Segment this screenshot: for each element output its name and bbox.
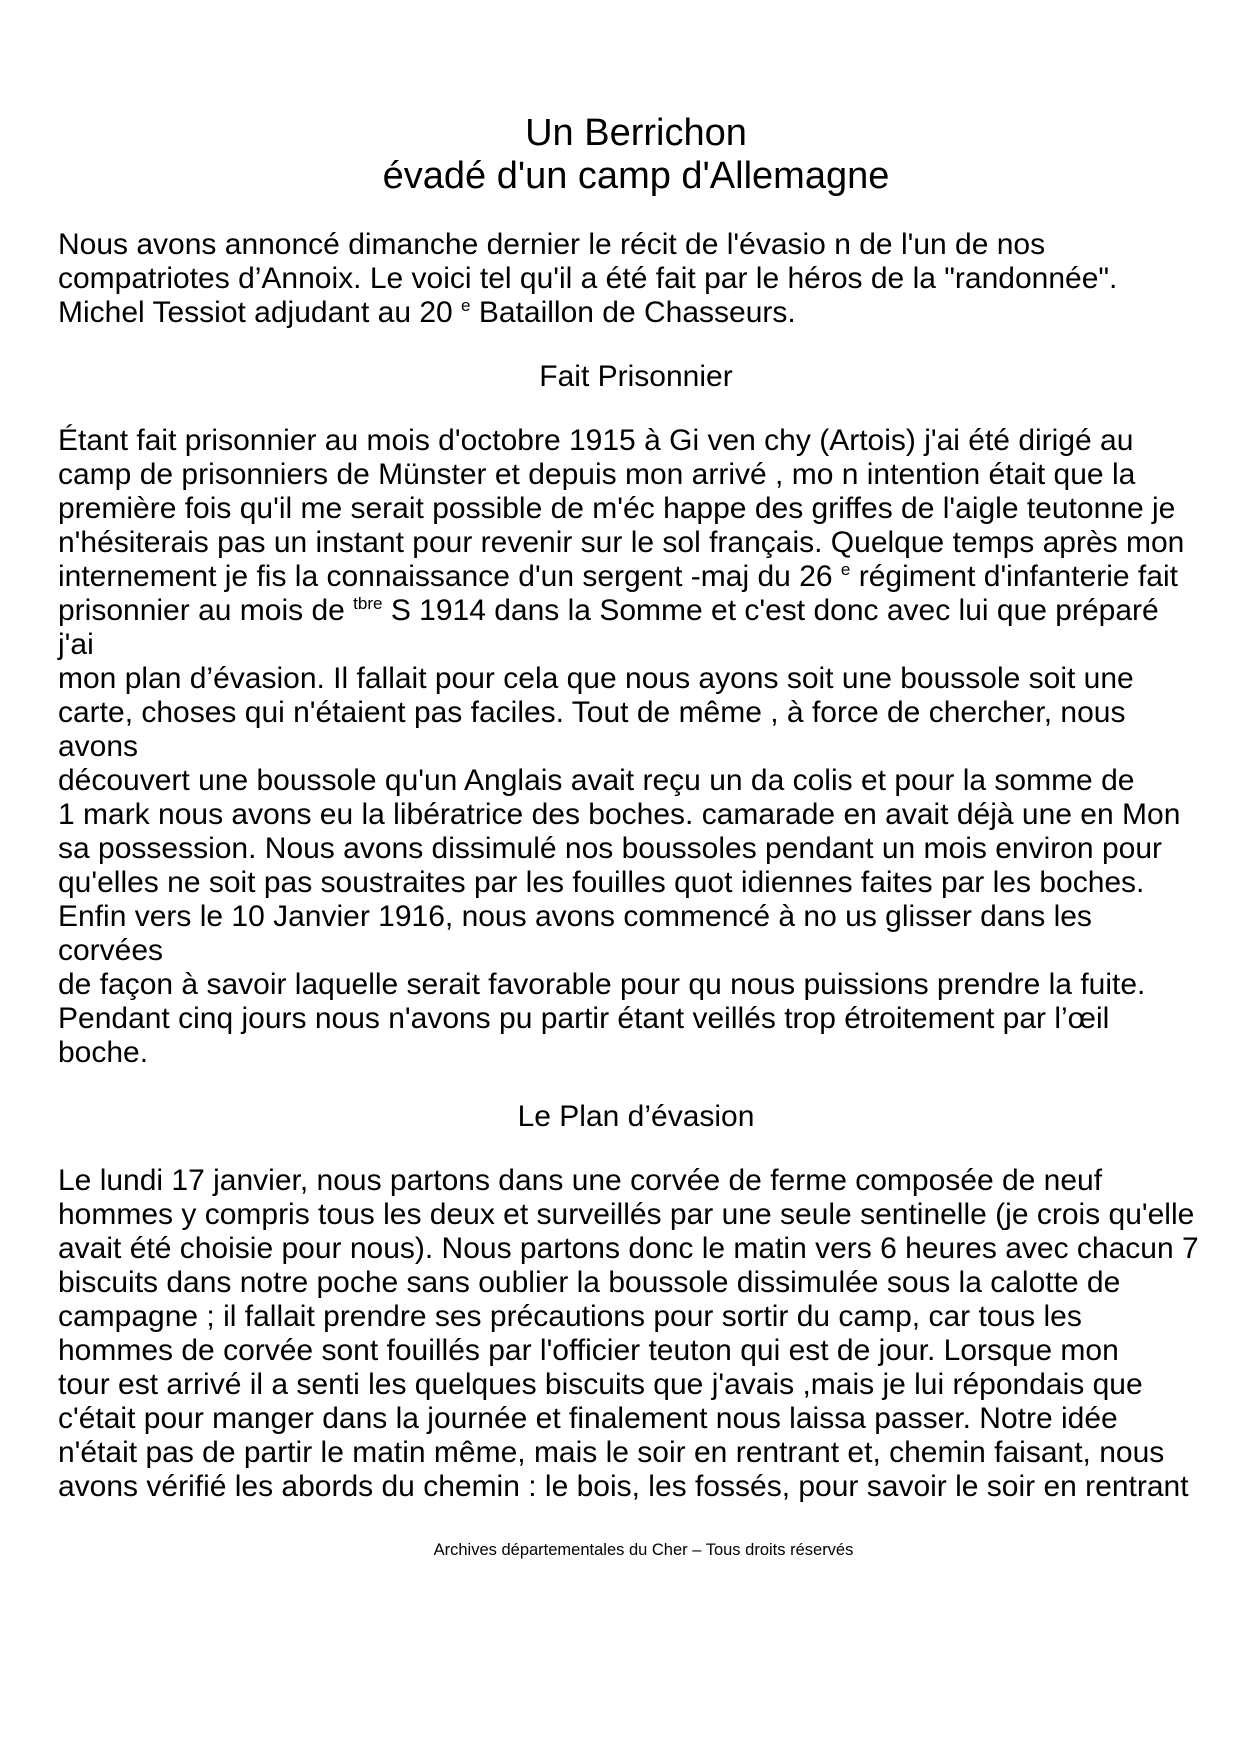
text-line-segment: Mon [1122,798,1181,831]
text-line-segment: trop étroitement par l’œil [784,1002,1110,1035]
text-line-segment: de façon à savoir laquelle serait favorable pour [58,968,681,1001]
paragraph-plan-evasion [58,1164,1199,1504]
text-line-segment: un mois environ pour [881,832,1162,865]
text-line [58,492,1199,526]
text-line [58,968,1199,1002]
text-line [58,866,1199,900]
text-line [58,228,1199,262]
footer-text-segment: Archives départementales du Cher – Tous droits [433,1541,786,1559]
text-line-segment: français. Quelque temps après mon [709,526,1185,559]
text-line-segment: préparé [1055,594,1159,627]
text-line-segment: première fois qu'il me serait possible de m'éc [58,492,655,525]
text-line-segment: campagne ; il fallait prendre ses précautions pour [58,1300,714,1333]
text-line-segment: composée de neuf [855,1164,1103,1197]
text-line-segment: nous laissa passer. Notre idée [715,1402,1118,1435]
text-line-segment: ven [707,424,756,457]
text-line-segment: dissimulée sous la calotte de [736,1266,1121,1299]
text-line [58,900,1199,968]
text-line-segment: hommes y compris tous les deux et surveillés par [58,1198,714,1231]
text-line [58,1334,1199,1368]
text-line-segment: un [709,764,743,797]
text-line-segment: fossés, pour savoir le soir en rentrant [695,1470,1189,1503]
text-line-segment: tour est arrivé il a senti les quelques biscuits que [58,1368,704,1401]
text-line-segment: mon plan d’évasion. Il fallait pour cela que nous [58,662,691,695]
text-line [58,764,1199,798]
text-line [58,594,1199,662]
text-line-segment: , à force de chercher, nous avons [58,696,1126,763]
text-line-segment: camarade en avait déjà une en [701,798,1114,831]
text-line-segment: n'hésiterais pas un instant pour revenir sur le [58,526,655,559]
text-line [58,1300,1199,1334]
text-line-segment: n'était pas de partir le matin même, mais le soir [58,1436,686,1469]
text-line-segment: , mo [775,458,834,491]
text-line-segment: Michel Tessiot adjudant au 20 [58,296,453,329]
text-line-segment: (Artois) j'ai été dirigé au [819,424,1134,457]
text-line-segment: quot [674,866,733,899]
text-line-segment: du [757,560,791,593]
text-line-segment: camp de prisonniers de Münster et depuis mon [58,458,684,491]
text-line-segment: avait été choisie pour nous). Nous partons donc le [58,1232,726,1265]
paragraph-intro [58,228,1199,330]
text-line-segment: us glisser dans les corvées [58,900,1092,967]
text-line-segment: sol [662,526,701,559]
text-line-segment: à no [778,900,837,933]
text-line [58,262,1199,296]
text-line-segment: nous puissions prendre la fuite. [730,968,1146,1001]
text-line-segment: découvert une boussole qu'un Anglais avait reçu [58,764,701,797]
text-line [58,662,1199,696]
text-line [58,1436,1199,1470]
text-line-segment: qui est de jour. Lorsque mon [740,1334,1119,1367]
text-line-segment: seule sentinelle (je crois qu'elle [780,1198,1195,1231]
text-line-segment: ayons [698,662,779,695]
superscript-text: e [840,560,851,579]
text-line-segment: sa possession. Nous avons dissimulé nos boussoles [58,832,757,865]
text-line-segment: j'ai [58,628,94,661]
text-line-segment: pendant [765,832,874,865]
superscript-text: e [461,296,471,315]
text-line-segment: boche. [58,1036,149,1069]
text-line [58,1036,1199,1070]
text-line-segment: des griffes de l'aigle teutonne je [754,492,1176,525]
footer-text-segment: réservés [790,1541,854,1559]
text-line-segment: S [390,594,411,627]
text-line-segment: l'évasio [726,228,826,261]
text-line [58,458,1199,492]
paragraph-fait-prisonnier [58,424,1199,1070]
text-line-segment: matin [733,1232,807,1265]
text-line-segment: internement je fis la connaissance d'un sergent [58,560,683,593]
article-subtitle: évadé d'un camp d'Allemagne [382,155,890,197]
text-line [58,1164,1199,1198]
text-line-segment: 1914 dans la Somme et c'est donc avec lui que [419,594,1047,627]
text-line-segment: -maj [690,560,750,593]
text-line-segment: Étant fait prisonnier au mois d'octobre 1915 à [58,424,661,457]
text-line-segment: Enfin vers le 10 Janvier 1916, nous avons commencé [58,900,771,933]
text-line-segment: chy [764,424,811,457]
text-line-segment: arrivé [691,458,767,491]
text-line-segment: en rentrant et, chemin faisant, nous [694,1436,1165,1469]
text-line-segment: de [728,1164,762,1197]
text-line-segment: soit une boussole soit une [786,662,1134,695]
text-line-segment: par le héros de la "randonnée". [704,262,1118,295]
text-line [58,1232,1199,1266]
text-line-segment: da [750,764,785,797]
text-line [58,1368,1199,1402]
text-line-segment: n intention était que la [841,458,1136,491]
text-line-segment: j'avais ,mais je lui répondais que [711,1368,1143,1401]
text-line-segment: qu'elles ne soit pas soustraites par les fouilles [58,866,666,899]
article-title: Un Berrichon [525,112,747,154]
text-line [58,1002,1199,1036]
text-line-segment: vers 6 heures avec chacun 7 [815,1232,1199,1265]
text-line-segment: happe [663,492,747,525]
text-line-segment: avons vérifié les abords du chemin : le bois, les [58,1470,687,1503]
text-line-segment: prisonnier au mois de [58,594,345,627]
text-line-segment: n de l'un de nos [834,228,1046,261]
text-line-segment: Le lundi 17 janvier, nous partons dans une corvée [58,1164,721,1197]
text-line-segment: idiennes faites par les boches. [740,866,1145,899]
section-heading-plan-evasion: Le Plan d’évasion [517,1100,755,1133]
text-line [58,526,1199,560]
text-line-segment: Bataillon de Chasseurs. [478,296,796,329]
text-line [58,1198,1199,1232]
text-line-segment: régiment d'infanterie fait [858,560,1178,593]
text-line-segment: qu [688,968,722,1001]
text-line-segment: Gi [669,424,700,457]
text-line [58,1402,1199,1436]
text-line-segment: c'était pour manger dans la journée et finalement [58,1402,708,1435]
text-line-segment: biscuits dans notre poche sans oublier la boussole [58,1266,729,1299]
text-line-segment: hommes de corvée sont fouillés par l'officier teuton [58,1334,732,1367]
text-line [58,424,1199,458]
section-heading-fait-prisonnier: Fait Prisonnier [539,360,733,393]
text-line [58,832,1199,866]
text-line-segment: même [678,696,762,729]
footer-copyright [88,1540,1199,1560]
text-line [58,560,1199,594]
text-line [58,696,1199,764]
text-line-segment: fait [655,262,696,295]
text-line [58,1266,1199,1300]
text-line [58,798,1199,832]
text-line-segment: Nous avons annoncé dimanche dernier le récit de [58,228,719,261]
text-line [58,296,1199,330]
text-line-segment: compatriotes d’Annoix. Le voici tel qu'il a été [58,262,648,295]
text-line-segment: carte, choses qui n'étaient pas faciles. Tout de [58,696,671,729]
superscript-text: tbre [353,594,383,613]
text-line-segment: veillés [692,1002,776,1035]
text-line-segment: 26 [799,560,833,593]
text-line-segment: Pendant cinq jours nous n'avons pu partir étant [58,1002,685,1035]
text-line-segment: une [721,1198,772,1231]
text-line-segment: ferme [770,1164,847,1197]
text-line-segment: colis et pour la somme de [792,764,1135,797]
text-line-segment: 1 mark nous avons eu la libératrice des boches. [58,798,694,831]
text-line [58,1470,1199,1504]
text-line-segment: sortir du camp, car tous les [721,1300,1082,1333]
